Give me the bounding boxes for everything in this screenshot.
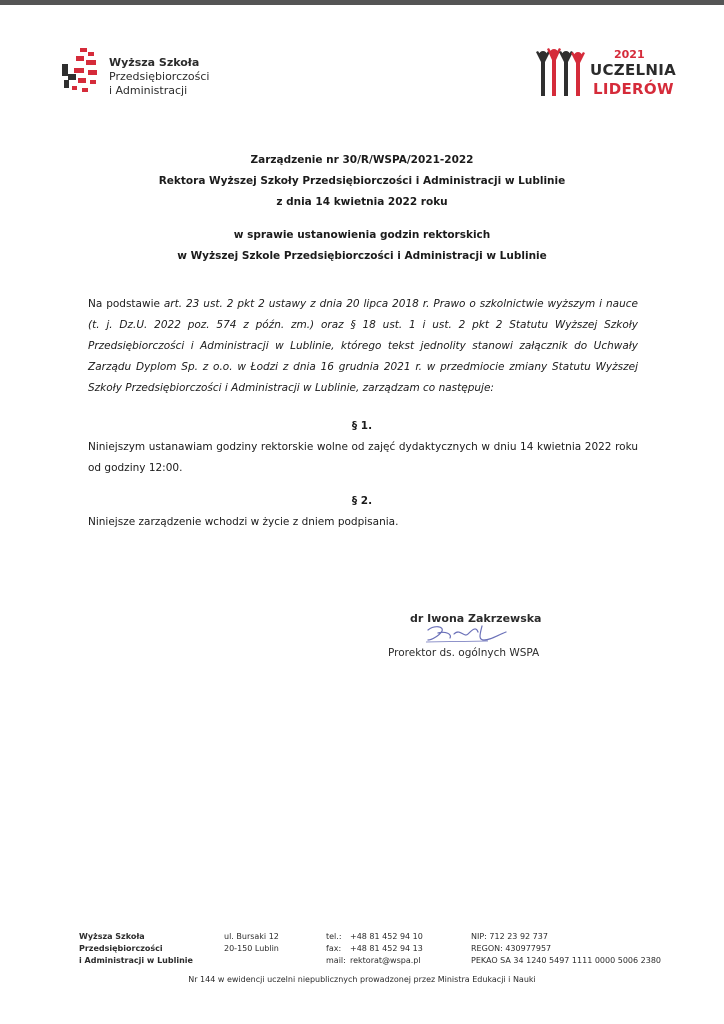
footer-email-link[interactable]: rektorat@wspa.pl <box>350 956 421 965</box>
footer-contact <box>326 931 423 967</box>
footer-name-line: Przedsiębiorczości <box>79 944 163 953</box>
footer-fax <box>326 943 423 955</box>
award-year: 2021 <box>614 48 645 61</box>
wspa-logo-text <box>109 56 209 98</box>
footer-institution <box>79 931 193 967</box>
footer-name-line: i Administracji w Lublinie <box>79 956 193 965</box>
footer-address <box>224 931 279 955</box>
people-figures-icon <box>534 46 588 98</box>
footer-bank-account: PEKAO SA 34 1240 5497 1111 0000 5006 2380 <box>471 956 661 965</box>
wspa-logo-line2: Przedsiębiorczości <box>109 70 210 83</box>
title-line2: Rektora Wyższej Szkoły Przedsiębiorczości i Administracji w Lublinie <box>158 175 566 187</box>
legal-basis-paragraph <box>88 294 638 399</box>
uczelnia-liderow-logo <box>534 44 677 104</box>
footer-contact-value: +48 81 452 94 10 <box>350 932 423 941</box>
footer-mail <box>326 955 423 967</box>
section-2-mark: § 2. <box>351 495 373 507</box>
section-1-text: Niniejszym ustanawiam godziny rektorskie wolne od zajęć dydaktycznych w dniu 14 kwietnia 2022 roku od godziny 12:00. <box>88 441 638 474</box>
handwritten-signature <box>424 622 514 644</box>
title-line3: z dnia 14 kwietnia 2022 roku <box>276 196 448 208</box>
top-border <box>0 0 724 5</box>
subject-line2: w Wyższej Szkole Przedsiębiorczości i Administracji w Lublinie <box>177 250 547 262</box>
wspa-emblem-icon <box>60 46 104 104</box>
legal-basis-prefix: Na podstawie <box>88 298 160 310</box>
wspa-logo-line3: i Administracji <box>109 84 188 97</box>
section-2-text: Niniejsze zarządzenie wchodzi w życie z dniem podpisania. <box>88 516 399 528</box>
footer-contact-label: tel.: <box>326 932 342 941</box>
footer-contact-label: mail: <box>326 956 346 965</box>
footer-contact-label: fax: <box>326 944 342 953</box>
award-line2: LIDERÓW <box>593 80 674 98</box>
wspa-logo <box>60 46 220 106</box>
section-1-mark: § 1. <box>351 420 373 432</box>
award-line1: UCZELNIA <box>590 61 677 79</box>
footer-address-line: ul. Bursaki 12 <box>224 932 279 941</box>
legal-basis-body: art. 23 ust. 2 pkt 2 ustawy z dnia 20 lipca 2018 r. Prawo o szkolnictwie wyższym i nauce (t. j. Dz.U. 2022 poz. 574 z późn. zm.) oraz § 18 ust. 1 i ust. 2 pkt 2 Statutu Wyższej Szkoły Przedsiębiorczości i Administracji w Lublinie, którego tekst jednolity stanowi załącznik do Uchwały Zarządu Dyplom Sp. z o.o. w Łodzi z dnia 16 grudnia 2021 r. w przedmiocie zmiany Statutu Wyższej Szkoły Przedsiębiorczości i Administracji w Lublinie, zarządzam co następuje: <box>88 298 638 394</box>
footer-registry-note: Nr 144 w ewidencji uczelni niepublicznych prowadzonej przez Ministra Edukacji i Nauki <box>188 975 536 984</box>
footer-contact-value: +48 81 452 94 13 <box>350 944 423 953</box>
footer-name-line: Wyższa Szkoła <box>79 932 145 941</box>
footer-address-line: 20-150 Lublin <box>224 944 279 953</box>
subject-line1: w sprawie ustanowienia godzin rektorskich <box>233 229 491 241</box>
footer-nip: NIP: 712 23 92 737 <box>471 932 548 941</box>
footer-phone <box>326 931 423 943</box>
footer-regon: REGON: 430977957 <box>471 944 552 953</box>
title-line1: Zarządzenie nr 30/R/WSPA/2021-2022 <box>250 154 474 166</box>
document-title <box>0 150 724 213</box>
signatory-name: dr Iwona Zakrzewska <box>410 612 542 625</box>
wspa-logo-line1: Wyższa Szkoła <box>109 56 200 69</box>
signatory-role: Prorektor ds. ogólnych WSPA <box>388 647 540 659</box>
document-subject <box>0 225 724 267</box>
footer-identifiers <box>471 931 661 967</box>
